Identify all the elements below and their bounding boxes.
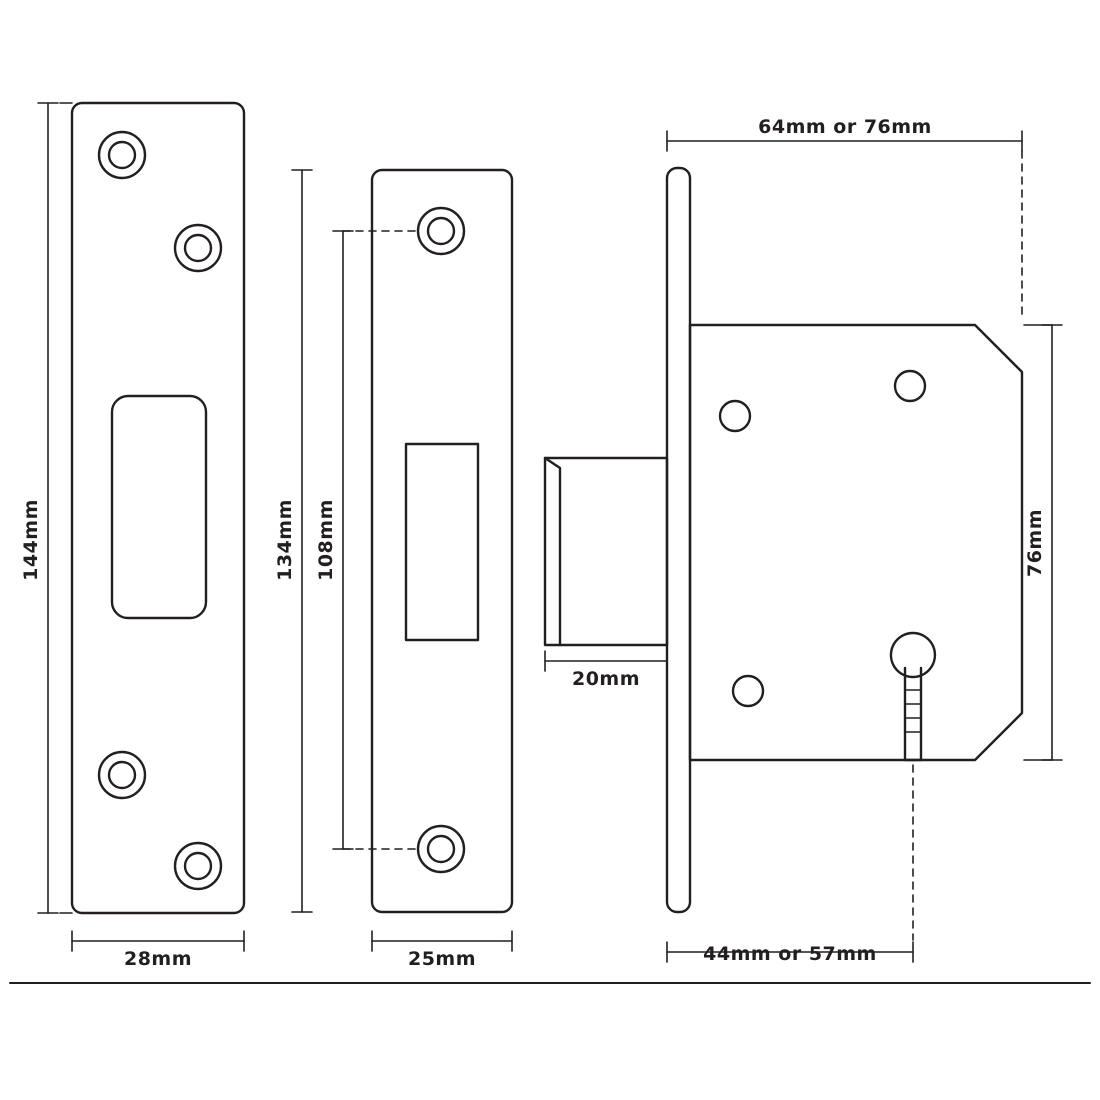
forend-screw-holes [418,208,464,872]
dimension-label-25mm: 25mm [407,948,477,970]
dimension-label-108mm: 108mm [315,499,337,581]
lock-case-body [690,325,1022,760]
dimension-144mm [38,103,72,913]
keyhole [891,633,935,760]
dimension-label-case-height: 76mm [1024,508,1046,578]
dimension-label-28mm: 28mm [123,948,193,970]
strike-plate-screw-holes [99,132,221,889]
dimension-label-backset: 44mm or 57mm [703,943,877,965]
strike-plate-outline [72,103,244,913]
lock-case-holes [720,371,925,706]
dimension-64-76mm [667,131,1022,320]
forend-bolt-aperture [406,444,478,640]
dimension-label-134mm: 134mm [274,499,296,581]
lock-faceplate-edge [667,168,690,912]
dimension-label-bolt-throw: 20mm [571,668,641,690]
forend-outline [372,170,512,912]
dimension-label-144mm: 144mm [20,499,42,581]
dimension-label-case-depth: 64mm or 76mm [758,116,932,138]
strike-plate-aperture [112,396,206,618]
lock-bolt [545,458,667,645]
dimension-44-57mm [667,765,913,962]
